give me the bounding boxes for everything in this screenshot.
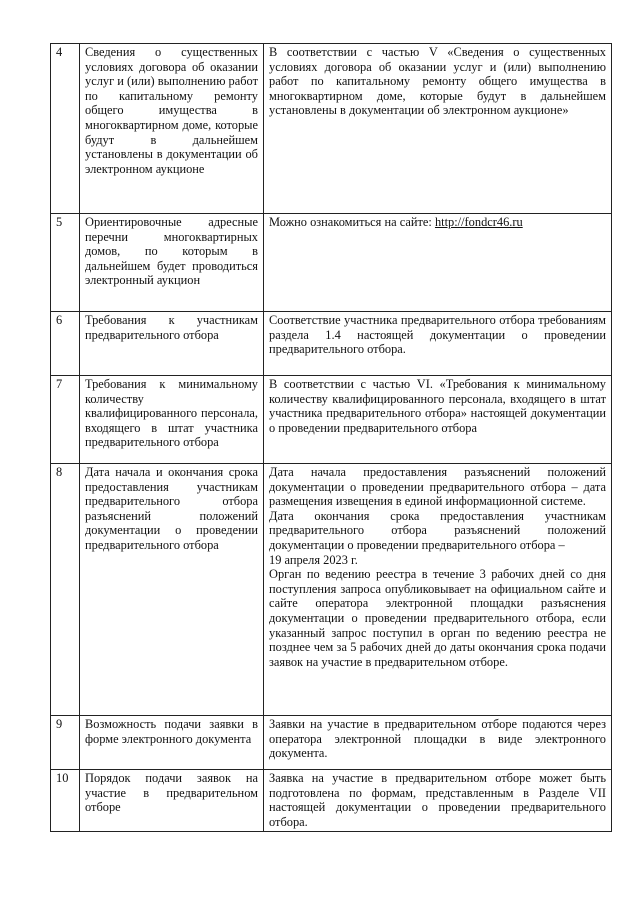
row-title: Требования к минимальному количеству квалифицированного персонала, входящего в штат участника предварительного отбора [80,376,264,464]
description-paragraph: В соответствии с частью V «Сведения о существенных условиях договора об оказании услуг и (или) выполнению работ по капитальному ремонту общего имущества в многоквартирном доме, которые будут в дальнейшем установлены в документации об электронном аукционе» [269,45,606,118]
description-paragraph: Заявка на участие в предварительном отборе может быть подготовлена по формам, представленным в Разделе VII настоящей документации о проведении предварительного отбора. [269,771,606,829]
row-title: Сведения о существенных условиях договора об оказании услуг и (или) выполнению работ по капитальному ремонту общего имущества в многоквартирном доме, которые будут в дальнейшем установлены в документации об электронном аукционе [80,44,264,214]
table-row [51,312,612,376]
row-description [264,464,612,716]
description-paragraph: Дата начала предоставления разъяснений положений документации о проведении предварительного отбора – дата размещения извещения в единой информационной системе. [269,465,606,509]
row-description [264,376,612,464]
row-description [264,716,612,770]
row-number: 6 [51,312,80,376]
row-number: 4 [51,44,80,214]
row-title: Дата начала и окончания срока предоставления участникам предварительного отбора разъяснений положений документации о проведении предварительного отбора [80,464,264,716]
description-paragraph: 19 апреля 2023 г. [269,552,358,567]
row-number: 10 [51,770,80,832]
row-number: 8 [51,464,80,716]
row-title: Порядок подачи заявок на участие в предварительном отборе [80,770,264,832]
row-number: 5 [51,214,80,312]
row-number: 7 [51,376,80,464]
table-row [51,770,612,832]
description-paragraph: В соответствии с частью VI. «Требования к минимальному количеству квалифицированного персонала, входящего в штат участника предварительного отбора» настоящей документации о проведении предварительного отбора [269,377,606,435]
description-prefix: Можно ознакомиться на сайте: [269,215,435,229]
row-description [264,312,612,376]
row-description [264,214,612,312]
description-paragraph: Орган по ведению реестра в течение 3 рабочих дней со дня поступления запроса опубликовывает на официальном сайте и сайте оператора электронной площадки разъяснения документации о проведении предварительного отбора, если указанный запрос поступил в орган по ведению реестра не позднее чем за 5 рабочих дней до даты окончания срока подачи заявок на участие в предварительном отборе. [269,567,606,669]
table-row [51,44,612,214]
requirements-table [50,43,612,832]
row-title: Возможность подачи заявки в форме электронного документа [80,716,264,770]
fond-website-link[interactable]: http://fondcr46.ru [434,215,523,229]
description-paragraph: Дата окончания срока предоставления участникам предварительного отбора разъяснений положений документации о проведении предварительного отбора – [269,508,606,552]
description-paragraph [269,215,606,230]
table-row [51,214,612,312]
table-row [51,376,612,464]
row-description [264,44,612,214]
table-row [51,716,612,770]
row-number: 9 [51,716,80,770]
row-description [264,770,612,832]
row-title: Ориентировочные адресные перечни многоквартирных домов, по которым в дальнейшем будет проводиться электронный аукцион [80,214,264,312]
row-title: Требования к участникам предварительного отбора [80,312,264,376]
description-paragraph: Соответствие участника предварительного отбора требованиям раздела 1.4 настоящей документации о проведении предварительного отбора. [269,313,606,357]
description-paragraph: Заявки на участие в предварительном отборе подаются через оператора электронной площадки в виде электронного документа. [269,717,606,761]
table-row [51,464,612,716]
